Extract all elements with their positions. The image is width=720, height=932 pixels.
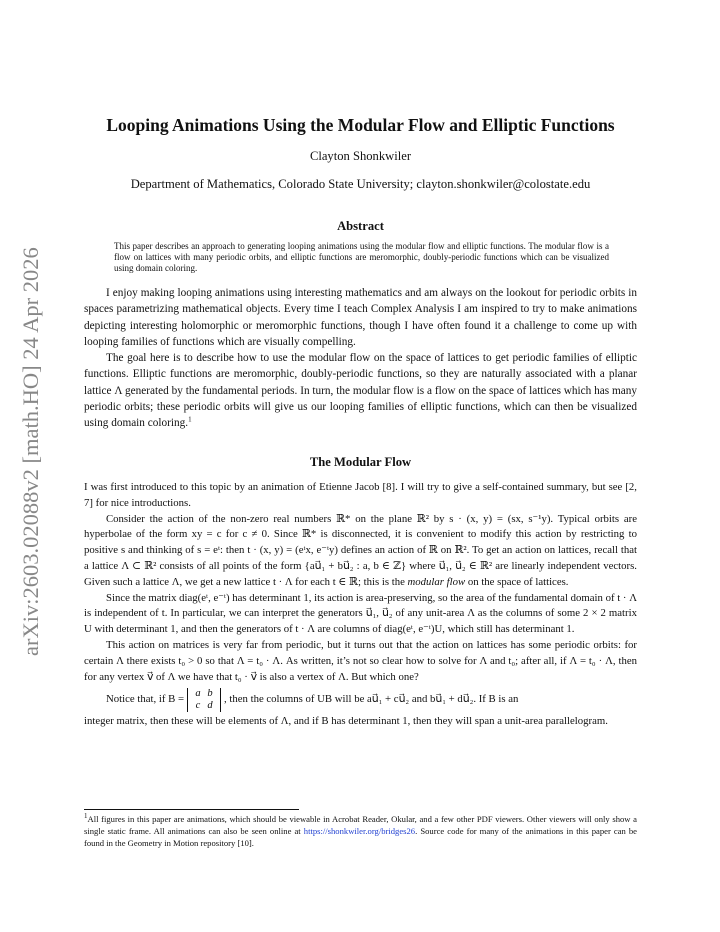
intro-paragraph-2-text: The goal here is to describe how to use the modular flow on the space of lattices to get periodic families of elliptic functions. Elliptic functions are meromorphic, doubly-periodic functions, so they are naturally associated with a planar lattice Λ generated by the fundamental periods. In turn, the modular flow is a flow on the space of lattices which has many periodic orbits; these periodic orbits will give us our looping families of elliptic functions, which can then be visualized using domain coloring. [84, 352, 637, 430]
intro-paragraph-1: I enjoy making looping animations using interesting mathematics and am always on the lookout for periodic orbits in spaces parametrizing mathematical objects. Every time I teach Complex Analysis I am inspired to try to make animations depicting interesting holomorphic or meromorphic functions, though I have often found it a challenge to come up with looping families of functions which are visually compelling. [84, 287, 637, 348]
paper-title: Looping Animations Using the Modular Flow and Elliptic Functions [106, 115, 615, 135]
abstract-text: This paper describes an approach to generating looping animations using the modular flow and elliptic functions. The modular flow is a flow on lattices with many periodic orbits, and elliptic functions are meromorphic, doubly-periodic functions which can be visualized using domain coloring. [114, 241, 609, 273]
footnote [84, 813, 637, 849]
introduction [84, 285, 637, 432]
section-paragraph-1: I was first introduced to this topic by an animation of Etienne Jacob [8]. I will try to give a self-contained summary, but see [2, 7] for nice introductions. [84, 481, 637, 509]
footnote-text-a: All figures in this paper are animations, which should be viewable in Acrobat Reader, Okular, and a few other PDF viewers. Other viewers will only show a single static frame. All animations can also be seen online at [84, 814, 637, 836]
section-paragraph-2-end: on the space of lattices. [465, 575, 569, 588]
matrix-followup-text: , then the columns of UB will be au⃗₁ + cu⃗₂ and bu⃗₁ + du⃗₂. If B is an [224, 693, 519, 706]
section-paragraph-3: Since the matrix diag(eᵗ, e⁻ᵗ) has determinant 1, its action is area-preserving, so the area of the fundamental domain of t · Λ is independent of t. In particular, we can interpret the generators u⃗₁, u⃗₂ of any unit-area Λ as the columns of some 2 × 2 matrix U with determinant 1, and then the generators of t · Λ are columns of diag(eᵗ, e⁻ᵗ)U, which still has determinant 1. [84, 591, 637, 636]
footnote-number: 1 [84, 812, 88, 821]
modular-flow-term: modular flow [407, 575, 466, 588]
matrix-entry-a: a [195, 688, 201, 700]
matrix-intro-text: Notice that, if B = [106, 693, 185, 706]
section-paragraph-5 [84, 688, 637, 712]
matrix-entry-b: b [207, 688, 213, 700]
matrix-entry-c: c [195, 700, 201, 712]
intro-paragraph-2 [84, 350, 637, 431]
footnote-rule [84, 809, 299, 810]
section-paragraph-4: This action on matrices is very far from periodic, but it turns out that the action on lattices has some periodic orbits: for certain Λ there exists t₀ > 0 so that Λ = t₀ · Λ. As written, it’s not so clear how to solve for Λ and t₀; after all, if Λ = t₀ · Λ, then for any vertex v⃗ of Λ we have that t₀ · v⃗ is also a vertex of Λ. But which one? [84, 638, 637, 683]
section-paragraph-2-text: Consider the action of the non-zero real numbers ℝ* on the plane ℝ² by s · (x, y) = (sx, s⁻¹y). Typical orbits are hyperbolae of the form xy = c for c ≠ 0. Since ℝ* is disconnected, it is convenient to modify this action by restricting to positive s and thinking of s = eᵗ: then t · (x, y) = (eᵗx, e⁻ᵗy) defines an action of ℝ on ℝ². To get an action on lattices, recall that a lattice Λ ⊂ ℝ² consists of all points of the form {au⃗₁ + bu⃗₂ : a, b ∈ ℤ} where u⃗₁, u⃗₂ ∈ ℝ² are linearly independent vectors. Given such a lattice Λ, we get a new lattice t · Λ for each t ∈ ℝ; this is the [84, 512, 637, 588]
arxiv-id-text: arXiv:2603.02088v2 [math.HO] 24 Apr 2026 [18, 247, 43, 656]
author-name: Clayton Shonkwiler [309, 149, 412, 163]
section-paragraph-6: integer matrix, then these will be elements of Λ, and if B has determinant 1, then they will span a unit-area parallelogram. [84, 715, 608, 728]
matrix-b [187, 688, 221, 712]
arxiv-identifier [8, 240, 48, 660]
section-heading: The Modular Flow [309, 455, 412, 469]
section-body [84, 480, 637, 730]
author-affiliation: Department of Mathematics, Colorado State University; clayton.shonkwiler@colostate.edu [130, 177, 591, 191]
section-paragraph-2 [84, 512, 637, 591]
matrix-entry-d: d [207, 700, 213, 712]
abstract-heading: Abstract [337, 219, 384, 233]
footnote-marker: 1 [188, 415, 192, 424]
footnote-text-b: . Source code for many of the animations in this paper can be found in the Geometry in Motion repository [10]. [84, 826, 637, 848]
footnote-link[interactable]: https://shonkwiler.org/bridges26 [303, 826, 416, 836]
